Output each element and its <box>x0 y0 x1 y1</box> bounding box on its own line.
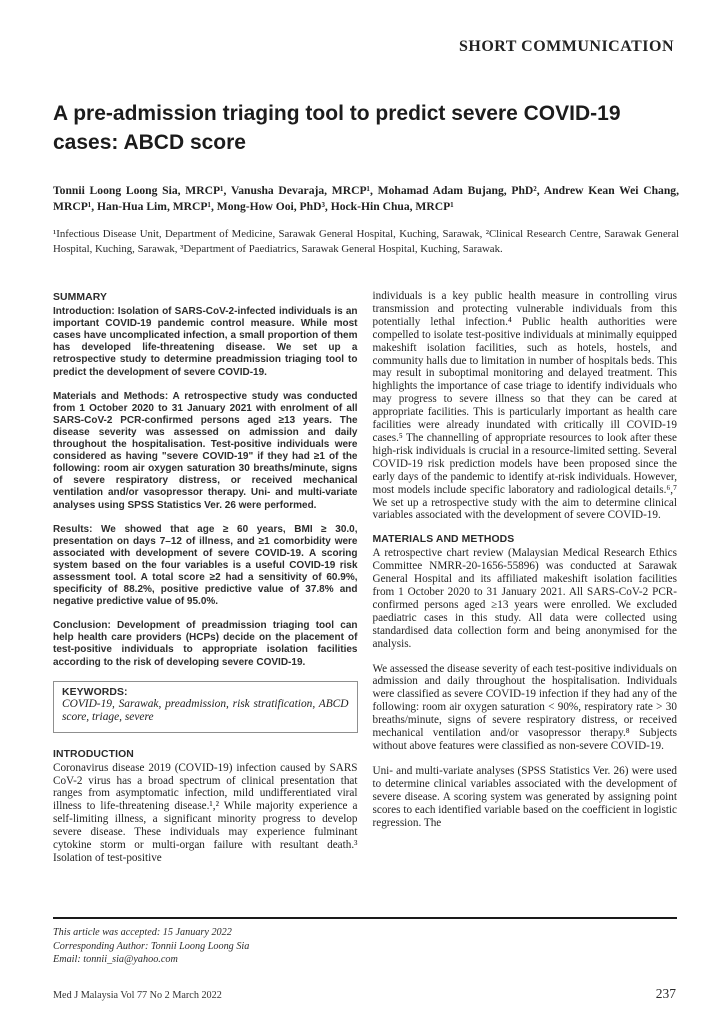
summary-conclusion-paragraph: Conclusion: Development of preadmission triaging tool can help health care providers (HCPs) decide on the placement of test-positive individuals to appropriate isolation facilities according to the risk of developing severe COVID-19. <box>53 620 358 668</box>
article-title: A pre-admission triaging tool to predict severe COVID-19 cases: ABCD score <box>53 102 621 154</box>
left-column <box>53 290 358 914</box>
corresponding-author: Corresponding Author: Tonnii Loong Loong Sia <box>53 940 250 952</box>
keywords-heading: KEYWORDS: <box>62 686 128 698</box>
journal-volume-footer: Med J Malaysia Vol 77 No 2 March 2022 <box>53 990 222 1001</box>
keywords-box <box>53 681 358 733</box>
introduction-section <box>53 749 358 865</box>
summary-results-paragraph: Results: We showed that age ≥ 60 years, BMI ≥ 30.0, presentation on days 7–12 of illness, and ≥1 comorbidity were associated with development of severe COVID-19. A scoring system based on the four variables is a useful COVID-19 risk assessment tool. A total score ≥2 had a sensitivity of 60.9%, specificity of 88.2%, positive predictive value of 37.8% and negative predictive value of 95.0%. <box>53 523 358 608</box>
summary-methods-paragraph: Materials and Methods: A retrospective study was conducted from 1 October 2020 to 31 January 2021 with enrolment of all SARS-CoV-2 PCR-confirmed persons aged ≥13 years. The disease severity was assessed on admission and daily throughout the hospitalisation. Test-positive individuals were considered as having "severe COVID-19" if they had ≥1 of the following: room air oxygen saturation 30 breaths/minute, signs of severe respiratory distress, or received mechanical ventilation and/or vasopressor therapy. Uni- and multi-variate analyses using SPSS Statistics Ver. 26 were performed. <box>53 390 358 511</box>
footnote-divider-rule <box>53 917 677 919</box>
page-number: 237 <box>655 986 676 1001</box>
introduction-paragraph-right: individuals is a key public health measure in controlling virus transmission and protecting vulnerable individuals from this potentially lethal infection.⁴ Public health authorities were compelled to isolate test-positive individuals at minimally equipped makeshift isolation facilities, such as hotels, hostels, and community halls due to limitation in number of hospitals beds. This may result in suboptimal monitoring and delayed treatment. This highlights the importance of case triage to identify individuals who may progress to severe illness so that they can be cared at appropriate facilities. This is particularly important as health care facilities were already inundated with critically ill COVID-19 cases.⁵ The channelling of appropriate resources to look after these high-risk individuals is crucial in a resource-limited setting. Several COVID-19 risk prediction models have been proposed since the early days of the pandemic to identify at-risk individuals. However, most models include specific laboratory and radiological details.⁶,⁷ We set up a retrospective study with the aim to determine clinical variables associated with the development of severe COVID-19. <box>372 290 677 522</box>
summary-section <box>53 292 358 669</box>
methods-paragraph-1: A retrospective chart review (Malaysian Medical Research Ethics Committee NMRR-20-1656-55896) was conducted at Sarawak General Hospital and its affiliated makeshift isolation facilities from 1 October 2020 to 31 January 2021. All SARS-CoV-2 PCR-confirmed persons aged ≥13 years were enrolled. We excluded paediatric cases in this study. All data were collected using standardised data collection form and being anonymised for the analysis. <box>372 547 677 650</box>
two-column-body <box>53 290 677 914</box>
author-affiliations: ¹Infectious Disease Unit, Department of Medicine, Sarawak General Hospital, Kuching, Sarawak, ²Clinical Research Centre, Sarawak General Hospital, Kuching, Sarawak, ³Department of Paediatrics, Sarawak General Hospital, Kuching, Sarawak. <box>53 228 679 256</box>
accepted-date: This article was accepted: 15 January 2022 <box>53 927 232 938</box>
corresponding-email: Email: tonnii_sia@yahoo.com <box>53 954 178 965</box>
introduction-paragraph-left: Coronavirus disease 2019 (COVID-19) infection caused by SARS CoV-2 virus has a broad spectrum of clinical presentation that ranges from asymptomatic infection, mild undifferentiated viral illness to life-threatening disease.¹,² While majority experience a self-limiting illness, a significant minority progress to develop severe disease. These individuals may experience fulminant cytokine storm or multi-organ failure with resultant death.³ Isolation of test-positive <box>53 761 358 864</box>
summary-heading: SUMMARY <box>53 292 107 303</box>
summary-introduction-paragraph: Introduction: Isolation of SARS-CoV-2-infected individuals is an important COVID-19 pandemic control measure. While most cases have uncomplicated infection, a small proportion of them has developed life-threatening disease. We set up a retrospective study to determine preadmission triaging tool to predict the development of severe COVID-19. <box>53 306 358 378</box>
keywords-text: COVID-19, Sarawak, preadmission, risk stratification, ABCD score, triage, severe <box>62 697 349 724</box>
author-list: Tonnii Loong Loong Sia, MRCP¹, Vanusha Devaraja, MRCP¹, Mohamad Adam Bujang, PhD², Andrew Kean Wei Chang, MRCP¹, Han-Hua Lim, MRCP¹, Mong-How Ooi, PhD³, Hock-Hin Chua, MRCP¹ <box>53 184 679 214</box>
methods-paragraph-2: We assessed the disease severity of each test-positive individuals on admission and daily throughout the hospitalisation. Individuals were classified as severe COVID-19 infection if they had any of the following: room air oxygen saturation < 90%, respiratory rate > 30 breaths/minute, signs of severe respiratory distress, or received mechanical ventilation and/or vasopressor therapy.⁸ Subjects without above features were classified as non-severe COVID-19. <box>372 662 677 752</box>
introduction-heading: INTRODUCTION <box>53 748 134 760</box>
article-category: SHORT COMMUNICATION <box>458 38 674 55</box>
right-column <box>373 290 678 914</box>
article-footnote <box>53 926 677 967</box>
methods-section <box>373 534 678 829</box>
methods-heading: MATERIALS AND METHODS <box>372 534 515 546</box>
methods-paragraph-3: Uni- and multi-variate analyses (SPSS Statistics Ver. 26) were used to determine clinical variables associated with the development of severe disease. A scoring system was generated by assigning point scores to each identified variable based on the coefficient in logistic regression. The <box>372 764 677 829</box>
